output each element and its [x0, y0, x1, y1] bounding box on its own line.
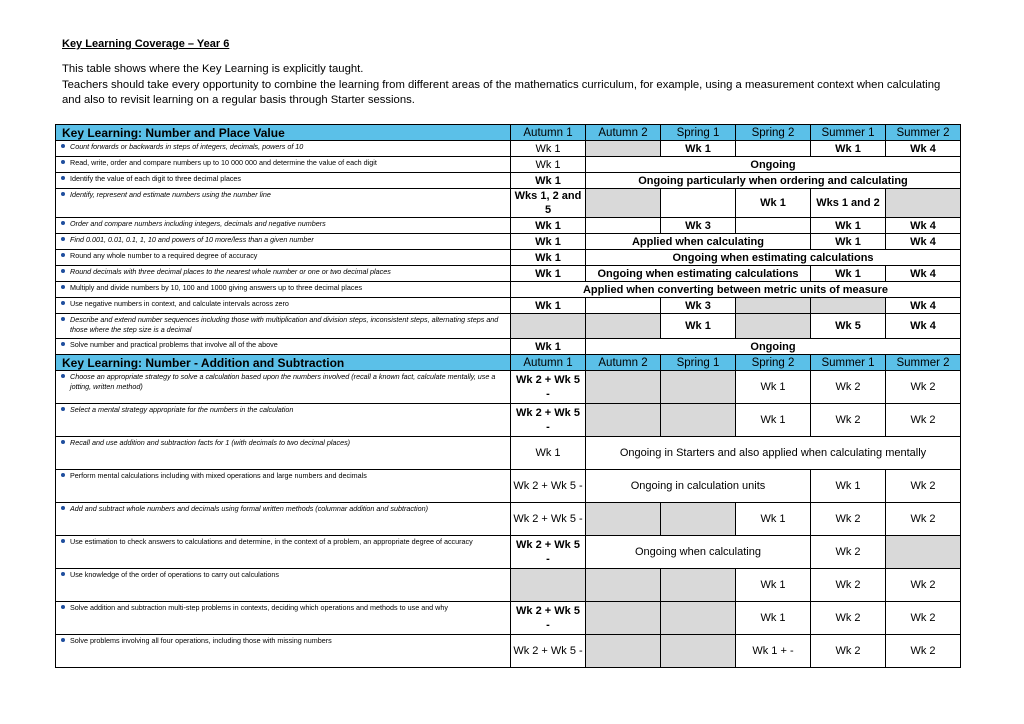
learning-objective: Solve number and practical problems that involve all of the above — [56, 339, 511, 355]
term-header: Spring 2 — [736, 355, 811, 371]
learning-objective: Solve problems involving all four operations, including those with missing numbers — [56, 635, 511, 668]
bullet-icon — [61, 374, 65, 378]
coverage-cell: Wk 4 — [886, 298, 961, 314]
section-heading: Key Learning: Number and Place Value — [56, 125, 511, 141]
coverage-cell: Wk 1 — [661, 314, 736, 339]
coverage-cell: Wk 2 — [811, 569, 886, 602]
term-header: Autumn 1 — [511, 355, 586, 371]
coverage-cell — [586, 189, 661, 218]
coverage-cell: Wks 1 and 2 — [811, 189, 886, 218]
coverage-cell: Ongoing when estimating calculations — [586, 250, 961, 266]
coverage-cell: Wk 1 — [736, 503, 811, 536]
learning-objective: Use knowledge of the order of operations to carry out calculations — [56, 569, 511, 602]
coverage-cell: Wk 2 — [811, 635, 886, 668]
learning-objective: Perform mental calculations including with mixed operations and large numbers and decimals — [56, 470, 511, 503]
coverage-cell — [586, 569, 661, 602]
coverage-cell: Wk 2 — [886, 569, 961, 602]
bullet-icon — [61, 440, 65, 444]
learning-objective: Use negative numbers in context, and calculate intervals across zero — [56, 298, 511, 314]
bullet-icon — [61, 638, 65, 642]
coverage-cell: Wk 2 — [886, 635, 961, 668]
bullet-icon — [61, 407, 65, 411]
coverage-cell — [736, 314, 811, 339]
learning-objective: Describe and extend number sequences including those with multiplication and division steps, inconsistent steps, alternating steps and those where the step size is a decimal — [56, 314, 511, 339]
coverage-cell: Wk 1 — [811, 234, 886, 250]
table-row — [56, 157, 961, 173]
coverage-cell: Wk 1 — [811, 141, 886, 157]
coverage-cell: Wk 4 — [886, 218, 961, 234]
coverage-cell — [586, 635, 661, 668]
table-row — [56, 173, 961, 189]
coverage-cell — [586, 314, 661, 339]
section-header-row — [56, 125, 961, 141]
coverage-cell: Wk 1 — [811, 470, 886, 503]
coverage-cell: Wk 1 — [511, 298, 586, 314]
coverage-cell: Wk 1 — [511, 339, 586, 355]
coverage-cell — [661, 569, 736, 602]
coverage-cell — [661, 371, 736, 404]
learning-objective: Select a mental strategy appropriate for the numbers in the calculation — [56, 404, 511, 437]
bullet-icon — [61, 572, 65, 576]
coverage-cell: Wk 2 — [811, 371, 886, 404]
learning-objective: Find 0.001, 0.01, 0.1, 1, 10 and powers of 10 more/less than a given number — [56, 234, 511, 250]
coverage-cell — [811, 298, 886, 314]
coverage-cell: Wk 2 + Wk 5 - — [511, 404, 586, 437]
coverage-cell: Wk 1 — [736, 371, 811, 404]
coverage-cell: Wk 1 + - — [736, 635, 811, 668]
table-row — [56, 141, 961, 157]
intro-line-1: This table shows where the Key Learning is explicitly taught. — [62, 63, 364, 75]
coverage-cell: Ongoing particularly when ordering and calculating — [586, 173, 961, 189]
coverage-cell: Wk 2 — [811, 503, 886, 536]
learning-objective: Multiply and divide numbers by 10, 100 and 1000 giving answers up to three decimal places — [56, 282, 511, 298]
learning-objective: Identify the value of each digit to three decimal places — [56, 173, 511, 189]
coverage-cell — [586, 371, 661, 404]
intro-text — [62, 62, 962, 109]
coverage-cell: Ongoing — [586, 157, 961, 173]
coverage-cell: Wk 2 + Wk 5 - — [511, 470, 586, 503]
coverage-cell: Ongoing in Starters and also applied when calculating mentally — [586, 437, 961, 470]
learning-objective: Round decimals with three decimal places to the nearest whole number or one or two decimal places — [56, 266, 511, 282]
coverage-cell: Wk 1 — [736, 602, 811, 635]
bullet-icon — [61, 473, 65, 477]
coverage-cell: Wk 3 — [661, 218, 736, 234]
coverage-cell: Wk 1 — [736, 189, 811, 218]
coverage-cell — [586, 298, 661, 314]
table-row — [56, 536, 961, 569]
table-row — [56, 282, 961, 298]
bullet-icon — [61, 605, 65, 609]
coverage-cell: Wk 2 — [886, 503, 961, 536]
coverage-cell: Wk 2 — [886, 404, 961, 437]
bullet-icon — [61, 342, 65, 346]
table-row — [56, 266, 961, 282]
bullet-icon — [61, 506, 65, 510]
learning-objective: Count forwards or backwards in steps of integers, decimals, powers of 10 — [56, 141, 511, 157]
section-heading: Key Learning: Number - Addition and Subtraction — [56, 355, 511, 371]
intro-line-2: Teachers should take every opportunity to combine the learning from different areas of the mathematics curriculum, for example, using a measurement context when calculating and also to revisit learning on a regular basis through Starter sessions. — [62, 78, 941, 106]
coverage-cell: Wk 2 — [886, 470, 961, 503]
learning-objective: Read, write, order and compare numbers up to 10 000 000 and determine the value of each digit — [56, 157, 511, 173]
coverage-cell: Wk 1 — [736, 404, 811, 437]
term-header: Summer 2 — [886, 355, 961, 371]
bullet-icon — [61, 160, 65, 164]
term-header: Autumn 2 — [586, 355, 661, 371]
term-header: Autumn 1 — [511, 125, 586, 141]
coverage-cell — [661, 602, 736, 635]
coverage-cell: Wk 2 — [886, 371, 961, 404]
term-header: Spring 1 — [661, 125, 736, 141]
bullet-icon — [61, 192, 65, 196]
bullet-icon — [61, 317, 65, 321]
table-row — [56, 234, 961, 250]
coverage-cell: Ongoing — [586, 339, 961, 355]
coverage-cell: Wk 4 — [886, 141, 961, 157]
bullet-icon — [61, 253, 65, 257]
coverage-cell — [661, 503, 736, 536]
coverage-cell: Wk 2 + Wk 5 - — [511, 536, 586, 569]
learning-objective: Recall and use addition and subtraction facts for 1 (with decimals to two decimal places) — [56, 437, 511, 470]
coverage-cell: Applied when calculating — [586, 234, 811, 250]
coverage-cell: Applied when converting between metric units of measure — [511, 282, 961, 298]
learning-objective: Choose an appropriate strategy to solve a calculation based upon the numbers involved (recall a known fact, calculate mentally, use a jotting, written method) — [56, 371, 511, 404]
coverage-cell: Wk 1 — [511, 437, 586, 470]
coverage-cell: Wk 2 — [811, 602, 886, 635]
coverage-cell — [661, 189, 736, 218]
table-row — [56, 503, 961, 536]
coverage-cell — [661, 404, 736, 437]
coverage-cell: Wk 1 — [736, 569, 811, 602]
coverage-cell: Wks 1, 2 and 5 — [511, 189, 586, 218]
coverage-cell — [886, 536, 961, 569]
coverage-cell: Wk 2 — [811, 404, 886, 437]
bullet-icon — [61, 237, 65, 241]
bullet-icon — [61, 301, 65, 305]
term-header: Autumn 2 — [586, 125, 661, 141]
table-row — [56, 404, 961, 437]
term-header: Summer 1 — [811, 125, 886, 141]
coverage-cell: Ongoing in calculation units — [586, 470, 811, 503]
coverage-cell: Ongoing when estimating calculations — [586, 266, 811, 282]
table-row — [56, 314, 961, 339]
coverage-cell: Wk 2 — [886, 602, 961, 635]
table-row — [56, 339, 961, 355]
learning-objective: Identify, represent and estimate numbers using the number line — [56, 189, 511, 218]
table-row — [56, 189, 961, 218]
bullet-icon — [61, 221, 65, 225]
learning-objective: Order and compare numbers including integers, decimals and negative numbers — [56, 218, 511, 234]
coverage-cell — [736, 141, 811, 157]
coverage-cell: Wk 2 — [811, 536, 886, 569]
coverage-cell — [586, 602, 661, 635]
page-title: Key Learning Coverage – Year 6 — [62, 38, 230, 50]
coverage-cell: Wk 1 — [511, 173, 586, 189]
table-row — [56, 250, 961, 266]
coverage-cell: Wk 4 — [886, 234, 961, 250]
coverage-cell: Wk 1 — [511, 266, 586, 282]
coverage-cell — [586, 218, 661, 234]
coverage-cell: Wk 2 + Wk 5 - — [511, 635, 586, 668]
learning-objective: Solve addition and subtraction multi-step problems in contexts, deciding which operations and methods to use and why — [56, 602, 511, 635]
bullet-icon — [61, 176, 65, 180]
coverage-table — [55, 124, 961, 668]
coverage-cell: Wk 1 — [511, 234, 586, 250]
term-header: Spring 2 — [736, 125, 811, 141]
coverage-cell — [586, 503, 661, 536]
coverage-cell: Wk 2 + Wk 5 - — [511, 503, 586, 536]
coverage-cell: Wk 1 — [511, 250, 586, 266]
bullet-icon — [61, 539, 65, 543]
bullet-icon — [61, 285, 65, 289]
bullet-icon — [61, 144, 65, 148]
table-row — [56, 602, 961, 635]
coverage-cell: Wk 1 — [511, 141, 586, 157]
learning-objective: Round any whole number to a required degree of accuracy — [56, 250, 511, 266]
table-row — [56, 569, 961, 602]
coverage-cell — [511, 314, 586, 339]
coverage-cell: Wk 1 — [811, 266, 886, 282]
coverage-cell: Wk 1 — [661, 141, 736, 157]
table-row — [56, 371, 961, 404]
coverage-cell: Wk 4 — [886, 266, 961, 282]
table-row — [56, 437, 961, 470]
coverage-cell — [736, 298, 811, 314]
learning-objective: Add and subtract whole numbers and decimals using formal written methods (columnar addition and subtraction) — [56, 503, 511, 536]
table-row — [56, 298, 961, 314]
term-header: Summer 1 — [811, 355, 886, 371]
coverage-cell — [736, 218, 811, 234]
coverage-cell: Wk 4 — [886, 314, 961, 339]
table-row — [56, 218, 961, 234]
table-row — [56, 470, 961, 503]
coverage-cell: Wk 1 — [811, 218, 886, 234]
coverage-cell — [586, 141, 661, 157]
coverage-cell: Wk 1 — [511, 157, 586, 173]
coverage-cell: Wk 2 + Wk 5 - — [511, 602, 586, 635]
coverage-cell: Wk 5 — [811, 314, 886, 339]
coverage-cell: Wk 3 — [661, 298, 736, 314]
coverage-cell — [661, 635, 736, 668]
term-header: Spring 1 — [661, 355, 736, 371]
learning-objective: Use estimation to check answers to calculations and determine, in the context of a problem, an appropriate degree of accuracy — [56, 536, 511, 569]
coverage-cell — [511, 569, 586, 602]
term-header: Summer 2 — [886, 125, 961, 141]
coverage-cell: Wk 1 — [511, 218, 586, 234]
coverage-cell: Wk 2 + Wk 5 - — [511, 371, 586, 404]
bullet-icon — [61, 269, 65, 273]
section-header-row — [56, 355, 961, 371]
table-row — [56, 635, 961, 668]
coverage-cell — [886, 189, 961, 218]
coverage-cell — [586, 404, 661, 437]
coverage-cell: Ongoing when calculating — [586, 536, 811, 569]
